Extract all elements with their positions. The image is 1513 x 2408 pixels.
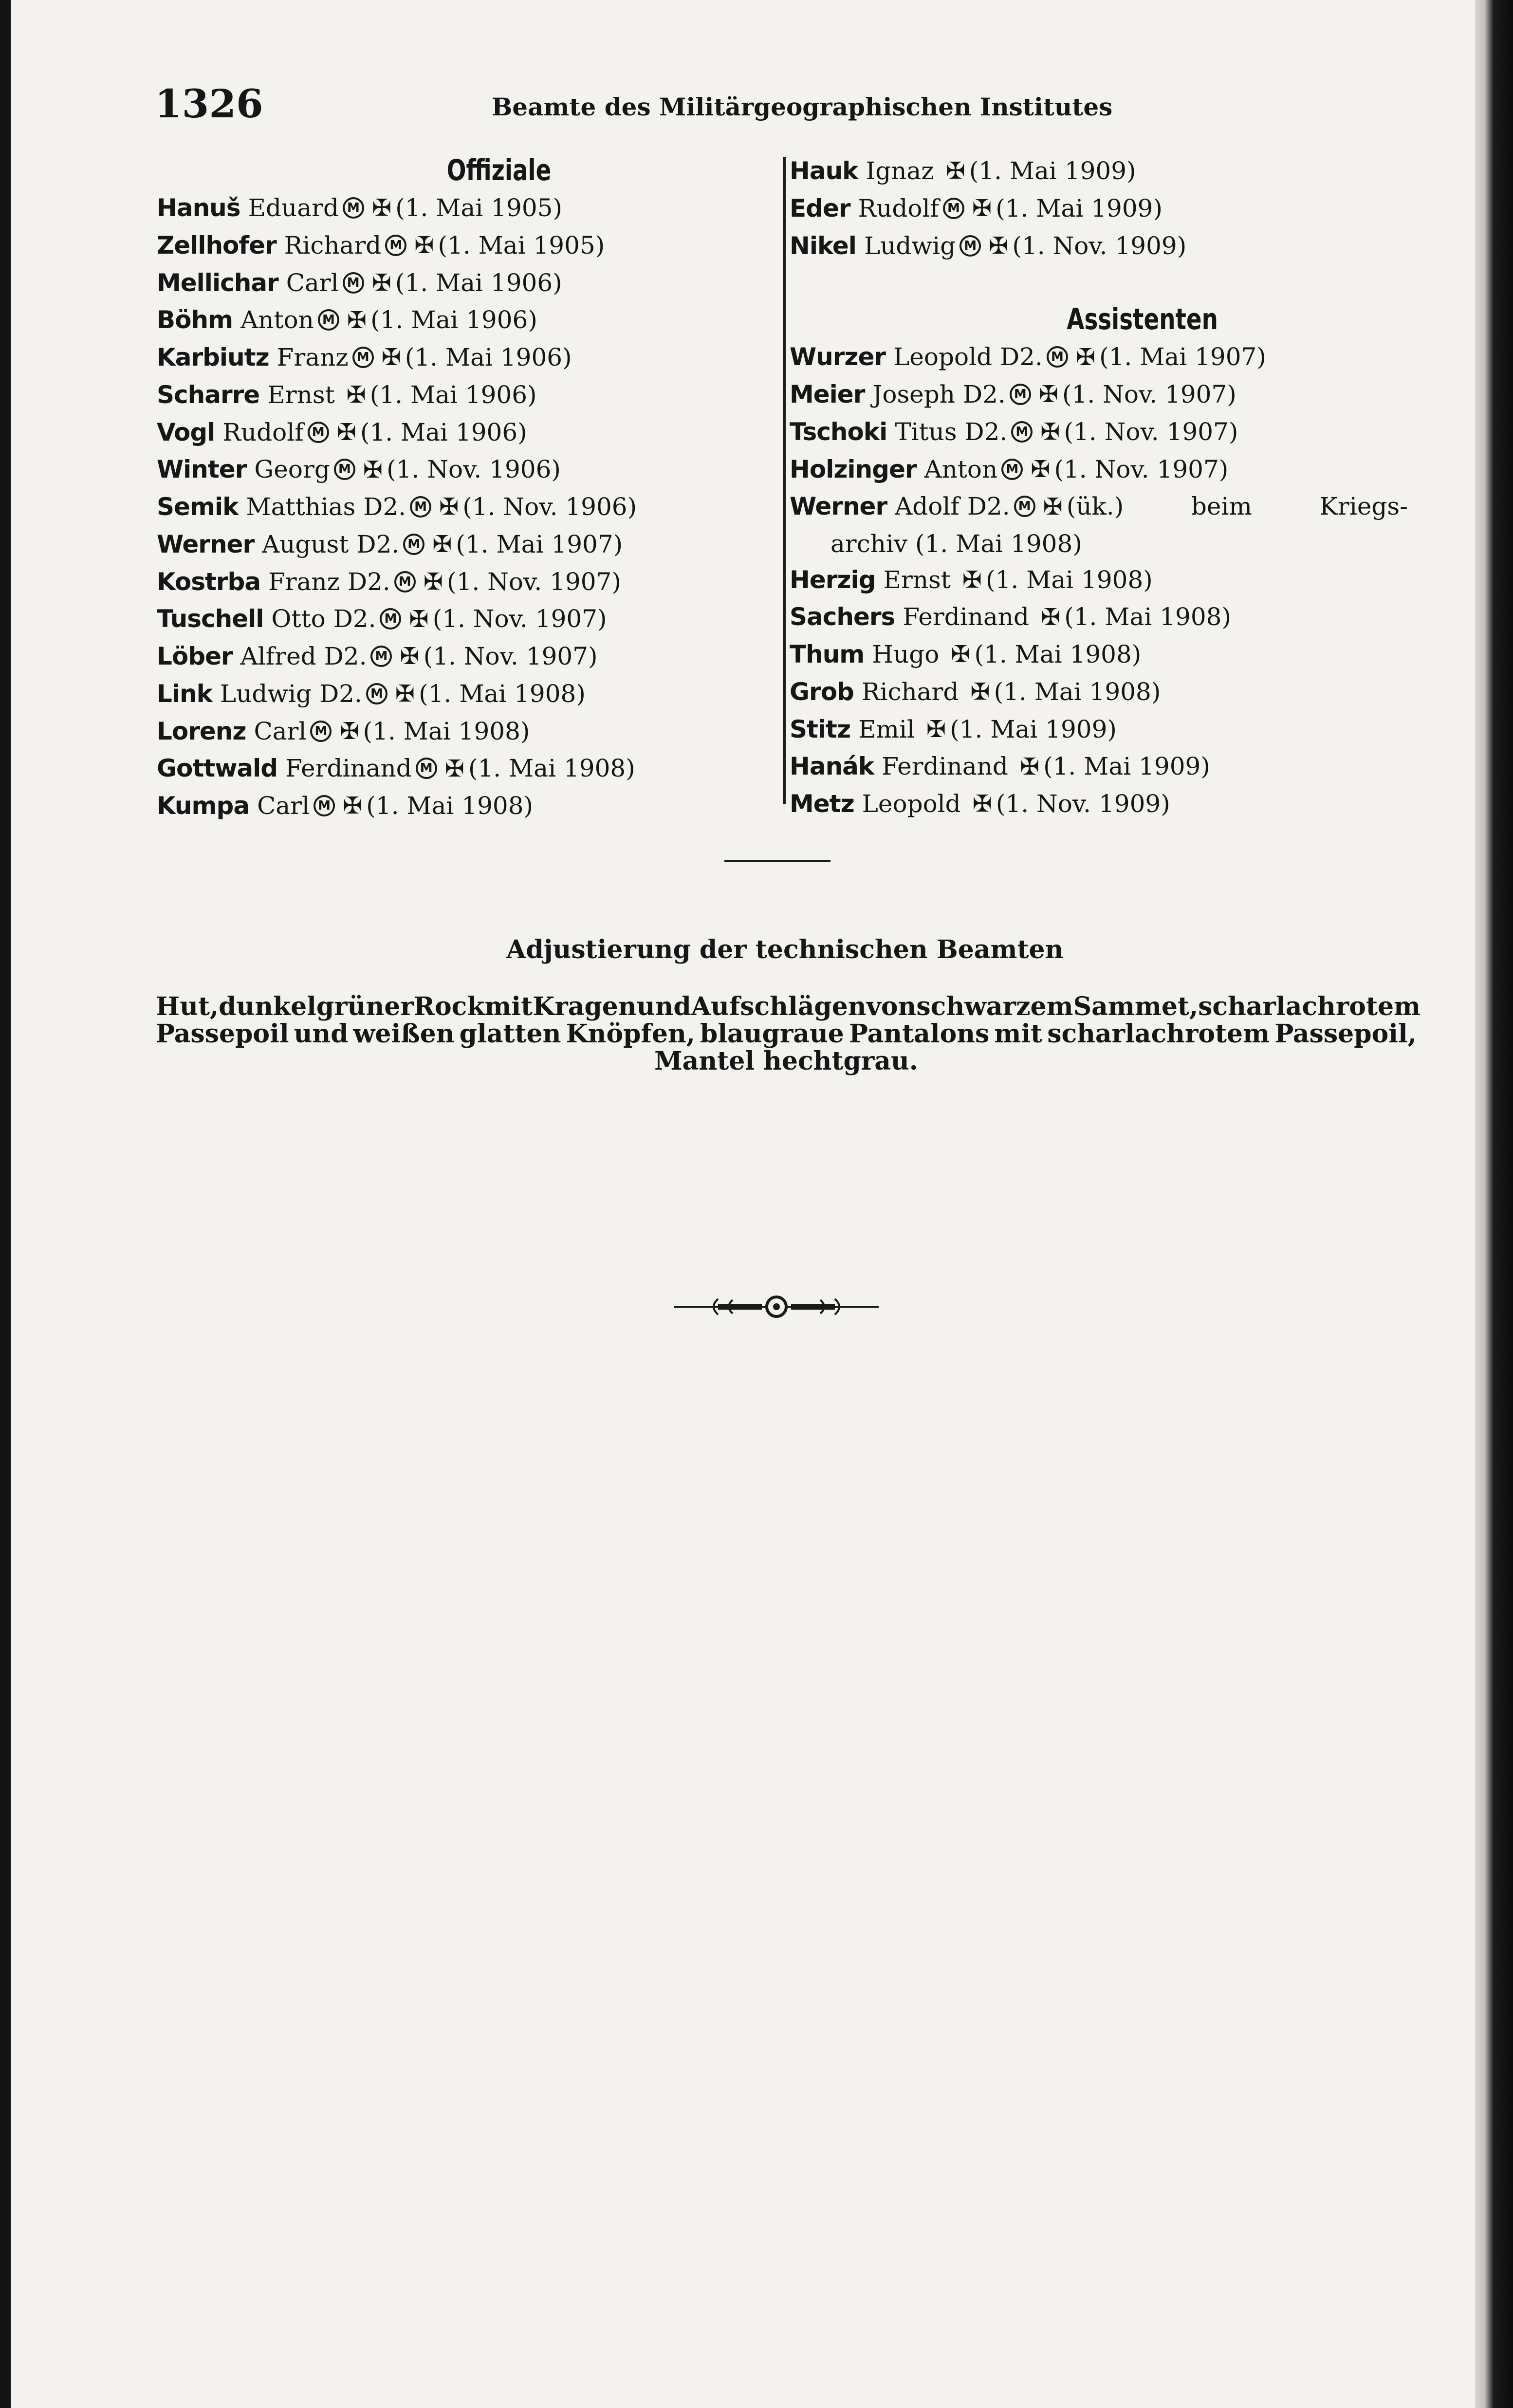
entry-date: (1. Mai 1907) [1099,343,1266,371]
entry-d2-mark: D2. [324,642,367,670]
word: und [294,1019,349,1049]
entry-date: (1. Mai 1905) [395,194,562,222]
list-item [157,489,765,527]
medal-icon: M [1047,346,1068,368]
cross-icon: ✠ [409,605,429,633]
list-item [790,786,1442,824]
entry-given-name: Ferdinand [882,752,1008,781]
entry-date: (1. Mai 1908) [986,565,1153,594]
entry-surname: Link [157,679,212,708]
cross-icon: ✠ [926,715,946,743]
medal-icon: M [385,235,406,256]
entry-given-name: Leopold [893,343,993,371]
page-number: 1326 [155,81,263,127]
heading-assistenten: Assistenten [1067,302,1218,337]
entry-given-name: Otto [271,605,326,633]
medal-icon: M [1011,421,1033,443]
entry-given-name: Leopold [862,790,961,818]
scan-edge-right [1475,0,1513,2408]
entry-date: (1. Mai 1908) [366,792,534,820]
entry-d2-mark: D2. [962,380,1006,408]
entry-given-name: Eduard [248,194,339,222]
heading-offiziale: Offiziale [446,153,552,187]
cross-icon: ✠ [972,195,992,222]
entry-surname: Hanuš [157,194,240,222]
list-item [790,414,1442,452]
cross-icon: ✠ [343,792,363,820]
entry-given-name: Ferdinand [903,603,1029,631]
entry-surname: Löber [157,642,233,670]
cross-icon: ✠ [1040,418,1060,445]
entry-date: (1. Mai 1906) [370,306,537,334]
entry-surname: Kumpa [157,792,250,820]
medal-icon: M [403,534,424,555]
entry-given-name: Matthias [246,493,356,521]
entry-d2-mark: D2. [967,492,1010,521]
entry-date: (1. Mai 1906) [395,268,562,297]
word: mit [484,992,533,1021]
entry-date: (1. Mai 1909) [996,194,1162,222]
word: scharlachrotem [1198,992,1421,1021]
cross-icon: ✠ [972,790,992,818]
entry-surname: Herzig [790,565,876,594]
entry-surname: Stitz [790,715,851,743]
cross-icon: ✠ [371,269,391,296]
list-item [790,562,1442,600]
entry-surname: Tuschell [157,605,264,633]
paragraph-line-2 [156,1020,1417,1048]
medal-icon: M [310,721,332,742]
word: glatten [459,1019,561,1049]
cross-icon: ✠ [395,680,415,707]
word: von [866,992,917,1021]
entry-date: (1. Nov. 1907) [447,567,621,596]
list-item [157,751,765,788]
cross-icon: ✠ [363,456,383,483]
entry-given-name: Franz [277,343,349,371]
cross-icon: ✠ [1019,753,1040,780]
medal-icon: M [314,795,335,816]
list-item [790,228,1442,266]
entry-given-name: Ernst [883,565,951,594]
list-item [157,190,765,228]
entry-surname: Vogl [157,418,215,446]
cross-icon: ✠ [414,232,434,259]
list-item [790,599,1442,637]
entry-given-name: Carl [257,792,310,820]
cross-icon: ✠ [1038,381,1058,408]
cross-icon: ✠ [400,643,420,670]
list-item [157,676,765,714]
list-item [790,191,1442,228]
entry-surname: Lorenz [157,717,246,745]
entry-date: (1. Mai 1907) [456,530,623,558]
medal-icon: M [394,571,416,593]
entry-date: (1. Mai 1908) [974,640,1142,668]
medal-icon: M [318,309,339,331]
right-column [790,153,1442,824]
entry-surname: Hauk [790,157,858,185]
entry-given-name: Rudolf [222,418,304,446]
entry-given-name: Franz [268,567,340,596]
entry-given-name: Anton [924,455,998,483]
entry-d2-mark: D2. [964,417,1008,446]
medal-icon: M [343,272,364,294]
entry-surname: Nikel [790,231,856,260]
list-item [790,377,1442,414]
entry-surname: Wurzer [790,343,886,371]
entry-given-name: Richard [284,231,382,259]
medal-icon: M [334,459,355,480]
entry-surname: Sachers [790,603,895,631]
offiziale-continued-list [790,153,1442,265]
cross-icon: ✠ [339,717,359,745]
left-column [157,153,765,826]
cross-icon: ✠ [945,157,965,185]
word: Kragen [533,992,637,1021]
cross-icon: ✠ [381,344,401,371]
cross-icon: ✠ [432,531,452,558]
entry-date: (1. Mai 1908) [1064,603,1231,631]
list-item [157,788,765,826]
entry-d2-mark: D2. [333,605,376,633]
list-item [157,415,765,452]
entry-date: (1. Mai 1906) [360,418,527,446]
entry-d2-mark: D2. [1000,343,1043,371]
entry-surname: Tschoki [790,417,887,446]
heading-adjustierung: Adjustierung der technischen Beamten [506,935,1064,964]
entry-given-name: Hugo [872,640,940,668]
entry-surname: Winter [157,455,247,484]
entry-surname: Kostrba [157,567,261,596]
entry-d2-mark: D2. [319,679,362,708]
section-divider-rule [724,860,830,862]
entry-surname: Werner [157,530,255,558]
entry-date: (1. Mai 1908) [419,679,586,708]
entry-d2-mark: D2. [356,530,400,558]
entry-date: (1. Mai 1908) [468,754,635,783]
cross-icon: ✠ [371,194,392,222]
cross-icon: ✠ [1043,493,1063,520]
word: dunkelgrüner [219,992,414,1021]
list-item [157,340,765,377]
list-item [790,339,1442,377]
medal-icon: M [308,422,329,443]
offiziale-list [157,190,765,826]
list-item [790,674,1442,712]
word: und [636,992,691,1021]
cross-icon: ✠ [336,418,356,446]
entry-date: (1. Nov. 1907) [1064,417,1238,446]
entry-given-name: Ludwig [864,231,956,260]
entry-given-name: Carl [254,717,307,745]
entry-surname: Böhm [157,306,233,334]
cross-icon: ✠ [346,381,366,408]
entry-note-beim: beim [1191,492,1252,521]
word: Passepoil [156,1019,289,1049]
list-item [790,637,1442,674]
entry-given-name: Georg [254,455,330,484]
medal-icon: M [416,758,437,779]
medal-icon: M [352,347,374,368]
list-item [157,228,765,265]
entry-date: (1. Mai 1909) [950,715,1117,743]
adjustierung-paragraph [156,992,1421,1076]
entry-surname: Thum [790,640,865,668]
entry-surname: Meier [790,380,865,408]
entry-given-name: Alfred [240,642,316,670]
entry-surname: Semik [157,493,239,521]
entry-date: (1. Nov. 1907) [423,642,598,670]
entry-surname: Grob [790,677,854,706]
medal-icon: M [1001,459,1023,480]
entry-surname: Gottwald [157,754,278,783]
list-item [157,564,765,602]
entry-date: (1. Mai 1909) [1043,752,1210,781]
cross-icon: ✠ [347,306,367,334]
list-item [157,714,765,751]
word: Knöpfen, [566,1019,695,1049]
column-divider [783,157,786,804]
assistenten-list [790,339,1442,489]
word: blaugraue [700,1019,844,1049]
word: Passepoil, [1274,1019,1417,1049]
medal-icon: M [959,235,981,257]
entry-continuation: archiv (1. Mai 1908) [830,530,1082,558]
cross-icon: ✠ [962,566,982,593]
word: Aufschlägen [691,992,867,1021]
entry-date: (1. Mai 1906) [405,343,572,371]
entry-date: (1. Nov. 1909) [996,790,1170,818]
medal-icon: M [343,197,364,219]
entry-date: (1. Nov. 1906) [387,455,561,484]
entry-given-name: August [262,530,349,558]
entry-surname: Metz [790,790,854,818]
entry-given-name: Ignaz [866,157,934,185]
scan-edge-left [0,0,11,2408]
list-item [157,639,765,676]
medal-icon: M [943,198,964,219]
list-item [157,265,765,303]
entry-given-name: Ernst [267,380,335,409]
entry-given-name: Joseph [872,380,955,408]
entry-date: (1. Mai 1908) [994,677,1161,706]
list-item [790,712,1442,749]
list-item [790,452,1442,489]
entry-date: (1. Mai 1906) [369,380,537,409]
entry-date: (1. Mai 1905) [438,231,605,259]
word: mit [994,1019,1043,1049]
list-item [790,153,1442,191]
list-item [157,601,765,639]
entry-d2-mark: D2. [348,567,390,596]
entry-surname: Hanák [790,752,874,781]
entry-note-kriegs: Kriegs- [1319,492,1408,521]
entry-given-name: Richard [861,677,959,706]
paragraph-line-1 [156,992,1421,1021]
medal-icon: M [370,646,392,667]
word: weißen [353,1019,455,1049]
entry-surname: Karbiutz [157,343,269,371]
entry-given-name: Rudolf [858,194,939,222]
entry-given-name: Adolf [895,492,959,521]
word: schwarzem [916,992,1073,1021]
paragraph-line-3: Mantel hechtgrau. [654,1046,918,1076]
entry-surname: Holzinger [790,455,917,483]
entry-surname: Eder [790,194,850,222]
entry-surname: Werner [790,492,887,521]
medal-icon: M [410,496,431,518]
entry-date: (1. Nov. 1907) [432,605,607,633]
entry-given-name: Carl [286,268,339,297]
entry-date: (1. Nov. 1907) [1062,380,1236,408]
list-item [157,302,765,340]
medal-icon: M [366,683,387,704]
cross-icon: ✠ [951,641,971,668]
cross-icon: ✠ [970,678,990,705]
list-item-werner-adolf [790,489,1442,562]
cross-icon: ✠ [423,568,443,595]
list-item [790,749,1442,786]
cross-icon: ✠ [439,493,459,521]
word: Sammet, [1073,992,1199,1021]
word: Rock [413,992,485,1021]
entry-surname: Mellichar [157,268,278,297]
cross-icon: ✠ [989,232,1009,259]
entry-surname: Zellhofer [157,231,277,259]
entry-date: (1. Mai 1909) [969,157,1136,185]
entry-given-name: Titus [895,417,957,446]
cross-icon: ✠ [1041,603,1061,631]
ornament-divider-icon [674,1295,879,1318]
word: Pantalons [849,1019,990,1049]
medal-icon: M [380,608,401,630]
medal-icon: M [1010,384,1031,405]
entry-given-name: Ferdinand [285,754,412,783]
entry-d2-mark: D2. [363,493,406,521]
word: scharlachrotem [1047,1019,1270,1049]
entry-given-name: Emil [858,715,915,743]
entry-given-name: Ludwig [220,679,312,708]
list-item [157,527,765,564]
list-item [157,452,765,489]
entry-date: (1. Nov. 1907) [1054,455,1229,483]
entry-note-uk: (ük.) [1066,492,1124,521]
assistenten-list-continued [790,562,1442,824]
cross-icon: ✠ [444,755,464,782]
cross-icon: ✠ [1031,455,1051,483]
list-item [157,377,765,415]
running-head: Beamte des Militärgeographischen Institutes [492,93,1113,121]
entry-surname: Scharre [157,380,260,409]
entry-given-name: Anton [240,306,314,334]
word: Hut, [156,992,219,1021]
entry-date: (1. Mai 1908) [363,717,530,745]
cross-icon: ✠ [1075,343,1096,371]
medal-icon: M [1014,496,1035,517]
entry-date: (1. Nov. 1909) [1012,231,1187,260]
entry-date: (1. Nov. 1906) [462,493,637,521]
